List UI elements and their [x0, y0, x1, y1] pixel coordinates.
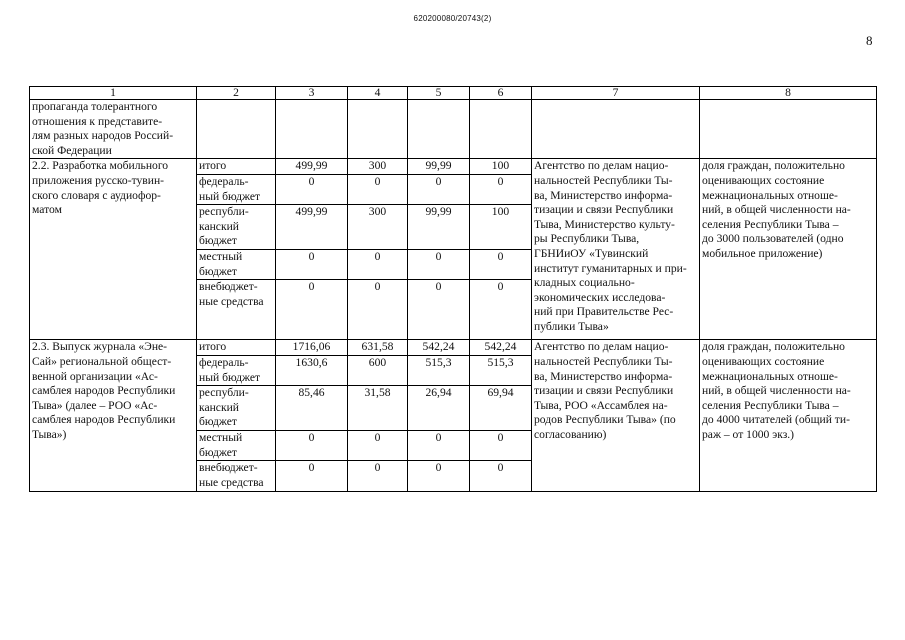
text-line: Тыва, Министерство культу-: [534, 217, 675, 231]
amount-cell: 0: [408, 431, 470, 461]
text-line: кладных социально-: [534, 276, 635, 290]
amount-cell: 100: [470, 205, 532, 250]
text-line: Тыва»): [32, 427, 67, 441]
amount-cell: 26,94: [408, 386, 470, 431]
text-line: бюджет: [199, 415, 237, 429]
text-line: лям разных народов Россий-: [32, 129, 174, 143]
amount-cell: 0: [470, 174, 532, 204]
amount-cell: 631,58: [348, 340, 408, 356]
text-line: Агентство по делам нацио-: [534, 340, 669, 354]
text-line: бюджет: [199, 445, 237, 459]
table-row: [30, 159, 877, 175]
amount-cell: 1716,06: [276, 340, 348, 356]
funding-source-cell: [197, 205, 276, 250]
amount-cell: 0: [408, 280, 470, 340]
text-line: ный бюджет: [199, 370, 261, 384]
measure-name-cell: [30, 100, 197, 159]
executor-cell: [532, 159, 700, 340]
text-line: мобильное приложение): [702, 246, 823, 260]
amount-cell: 0: [470, 431, 532, 461]
text-line: федераль-: [199, 174, 249, 188]
text-line: канский: [199, 219, 239, 233]
funding-source-cell: [197, 340, 276, 356]
amount-cell: 0: [470, 280, 532, 340]
text-line: доля граждан, положительно: [702, 340, 845, 354]
program-table: [29, 86, 877, 492]
funding-source-cell: [197, 355, 276, 385]
amount-cell: 0: [470, 461, 532, 491]
amount-cell: 0: [348, 280, 408, 340]
text-line: ний при Правительстве Рес-: [534, 305, 674, 319]
text-line: внебюджет-: [199, 280, 258, 294]
header-cell: 7: [532, 87, 700, 100]
text-line: бюджет: [199, 264, 237, 278]
text-line: оценивающих состояние: [702, 173, 825, 187]
text-line: матом: [32, 203, 62, 217]
header-cell: 8: [700, 87, 877, 100]
text-line: межнациональных отноше-: [702, 369, 838, 383]
text-line: пропаганда толерантного: [32, 100, 158, 113]
text-line: федераль-: [199, 355, 249, 369]
text-line: канский: [199, 400, 239, 414]
text-line: ные средства: [199, 475, 264, 489]
amount-cell: 0: [348, 250, 408, 280]
header-cell: 2: [197, 87, 276, 100]
amount-cell: 542,24: [470, 340, 532, 356]
header-cell: 3: [276, 87, 348, 100]
amount-cell: 31,58: [348, 386, 408, 431]
amount-cell: 300: [348, 159, 408, 175]
text-line: ГБНИиОУ «Тувинский: [534, 246, 649, 260]
amount-cell: 300: [348, 205, 408, 250]
text-line: 2.2. Разработка мобильного: [32, 159, 169, 173]
amount-cell: 0: [276, 250, 348, 280]
text-line: Тыва» (далее – РОО «Ас-: [32, 398, 158, 412]
amount-cell: 515,3: [470, 355, 532, 385]
text-line: селения Республики Тыва –: [702, 217, 839, 231]
funding-source-cell: [197, 461, 276, 491]
text-line: ний, в общей численности на-: [702, 203, 851, 217]
amount-cell: 99,99: [408, 205, 470, 250]
amount-cell: 100: [470, 159, 532, 175]
amount-cell: 0: [408, 250, 470, 280]
text-line: нальностей Республики Ты-: [534, 354, 673, 368]
text-line: тизации и связи Республики: [534, 384, 674, 398]
text-line: Тыва, РОО «Ассамблея на-: [534, 398, 668, 412]
amount-cell: 0: [408, 461, 470, 491]
text-line: нальностей Республики Ты-: [534, 173, 673, 187]
text-line: итого: [199, 340, 227, 354]
measure-name-cell: [30, 340, 197, 491]
header-cell: 1: [30, 87, 197, 100]
amount-cell: 69,94: [470, 386, 532, 431]
text-line: доля граждан, положительно: [702, 159, 845, 173]
text-line: республи-: [199, 205, 249, 219]
amount-cell: 499,99: [276, 205, 348, 250]
text-line: ского словаря с аудиофор-: [32, 188, 161, 202]
continuation-row: [30, 100, 877, 159]
amount-cell: 0: [276, 431, 348, 461]
text-line: раж – от 1000 экз.): [702, 427, 795, 441]
text-line: тизации и связи Республики: [534, 203, 674, 217]
text-line: ный бюджет: [199, 189, 261, 203]
text-line: итого: [199, 159, 227, 173]
header-cell: 6: [470, 87, 532, 100]
text-line: бюджет: [199, 234, 237, 248]
text-line: самблея народов Республики: [32, 413, 176, 427]
text-line: согласованию): [534, 427, 607, 441]
text-line: ры Республики Тыва,: [534, 232, 640, 246]
text-line: ва, Министерство информа-: [534, 188, 673, 202]
amount-cell: 0: [348, 431, 408, 461]
text-line: Агентство по делам нацио-: [534, 159, 669, 173]
amount-cell: 499,99: [276, 159, 348, 175]
text-line: местный: [199, 431, 243, 445]
text-line: институт гуманитарных и при-: [534, 261, 687, 275]
funding-source-cell: [197, 280, 276, 340]
text-line: ные средства: [199, 294, 264, 308]
text-line: местный: [199, 250, 243, 264]
text-line: ской Федерации: [32, 143, 112, 157]
text-line: экономических исследова-: [534, 290, 666, 304]
amount-cell: 0: [348, 461, 408, 491]
text-line: Сай» региональной общест-: [32, 354, 172, 368]
result-cell: [700, 159, 877, 340]
amount-cell: 0: [276, 174, 348, 204]
amount-cell: 99,99: [408, 159, 470, 175]
text-line: приложения русско-тувин-: [32, 173, 165, 187]
text-line: внебюджет-: [199, 461, 258, 475]
text-line: венной организации «Ас-: [32, 369, 158, 383]
text-line: 2.3. Выпуск журнала «Эне-: [32, 340, 168, 354]
amount-cell: 0: [276, 461, 348, 491]
header-row: [30, 87, 877, 100]
page-number: 8: [866, 33, 873, 48]
measure-name-cell: [30, 159, 197, 340]
text-line: отношения к представите-: [32, 114, 163, 128]
funding-source-cell: [197, 250, 276, 280]
funding-source-cell: [197, 159, 276, 175]
text-line: селения Республики Тыва –: [702, 398, 839, 412]
text-line: публики Тыва»: [534, 319, 609, 333]
text-line: ва, Министерство информа-: [534, 369, 673, 383]
amount-cell: 0: [348, 174, 408, 204]
text-line: до 3000 пользователей (одно: [702, 232, 844, 246]
document-id: 620200080/20743(2): [413, 14, 492, 23]
header-cell: 4: [348, 87, 408, 100]
amount-cell: 542,24: [408, 340, 470, 356]
text-line: межнациональных отноше-: [702, 188, 838, 202]
header-cell: 5: [408, 87, 470, 100]
amount-cell: 600: [348, 355, 408, 385]
amount-cell: 1630,6: [276, 355, 348, 385]
text-line: ний, в общей численности на-: [702, 384, 851, 398]
funding-source-cell: [197, 431, 276, 461]
funding-source-cell: [197, 174, 276, 204]
table-row: [30, 340, 877, 356]
funding-source-cell: [197, 386, 276, 431]
amount-cell: 0: [408, 174, 470, 204]
text-line: родов Республики Тыва» (по: [534, 413, 676, 427]
text-line: оценивающих состояние: [702, 354, 825, 368]
text-line: самблея народов Республики: [32, 384, 176, 398]
amount-cell: 0: [470, 250, 532, 280]
text-line: республи-: [199, 386, 249, 400]
result-cell: [700, 340, 877, 491]
amount-cell: 0: [276, 280, 348, 340]
text-line: до 4000 читателей (общий ти-: [702, 413, 850, 427]
amount-cell: 85,46: [276, 386, 348, 431]
executor-cell: [532, 340, 700, 491]
amount-cell: 515,3: [408, 355, 470, 385]
